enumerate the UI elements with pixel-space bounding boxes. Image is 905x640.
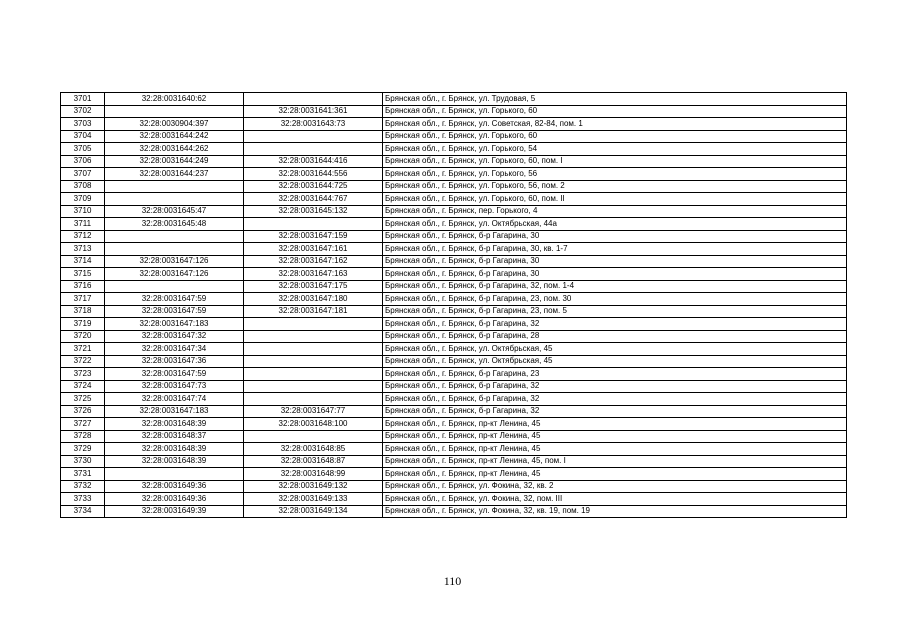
cadastral-number-primary [105,105,244,118]
table-row [61,318,847,331]
cadastral-number-secondary [244,380,383,393]
address-cell: Брянская обл., г. Брянск, пер. Горького, 4 [383,205,847,218]
address-cell: Брянская обл., г. Брянск, пр-кт Ленина, 45 [383,443,847,456]
address-cell: Брянская обл., г. Брянск, пр-кт Ленина, 45 [383,430,847,443]
cadastral-number-secondary [244,93,383,106]
cadastral-number-secondary [244,355,383,368]
cadastral-number-secondary [244,393,383,406]
cadastral-number-primary: 32:28:0031648:37 [105,430,244,443]
table-row [61,280,847,293]
row-number: 3710 [61,205,105,218]
cadastral-number-primary: 32:28:0031644:237 [105,168,244,181]
row-number: 3715 [61,268,105,281]
row-number: 3727 [61,418,105,431]
row-number: 3709 [61,193,105,206]
cadastral-number-secondary: 32:28:0031647:163 [244,268,383,281]
table-row [61,480,847,493]
table-row [61,505,847,518]
address-cell: Брянская обл., г. Брянск, пр-кт Ленина, 45 [383,418,847,431]
row-number: 3705 [61,143,105,156]
cadastral-number-secondary: 32:28:0031647:162 [244,255,383,268]
row-number: 3702 [61,105,105,118]
cadastral-number-primary: 32:28:0031644:249 [105,155,244,168]
row-number: 3718 [61,305,105,318]
cadastral-number-primary: 32:28:0031647:34 [105,343,244,356]
table-row [61,455,847,468]
cadastral-number-primary: 32:28:0031648:39 [105,455,244,468]
address-cell: Брянская обл., г. Брянск, б-р Гагарина, 32 [383,380,847,393]
row-number: 3717 [61,293,105,306]
cadastral-number-secondary [244,430,383,443]
cadastral-number-primary [105,230,244,243]
table-row [61,380,847,393]
table-row [61,230,847,243]
cadastral-number-primary: 32:28:0031647:73 [105,380,244,393]
cadastral-number-primary: 32:28:0031640:62 [105,93,244,106]
row-number: 3733 [61,493,105,506]
row-number: 3731 [61,468,105,481]
cadastral-number-secondary: 32:28:0031644:416 [244,155,383,168]
table-row [61,293,847,306]
cadastral-number-secondary: 32:28:0031645:132 [244,205,383,218]
table-row [61,243,847,256]
cadastral-number-primary: 32:28:0031647:32 [105,330,244,343]
address-cell: Брянская обл., г. Брянск, б-р Гагарина, 30 [383,255,847,268]
table-row [61,355,847,368]
address-cell: Брянская обл., г. Брянск, б-р Гагарина, 28 [383,330,847,343]
cadastral-number-primary: 32:28:0031647:36 [105,355,244,368]
address-cell: Брянская обл., г. Брянск, ул. Советская, 82-84, пом. 1 [383,118,847,131]
table-row [61,493,847,506]
table-row [61,130,847,143]
table-row [61,205,847,218]
address-cell: Брянская обл., г. Брянск, б-р Гагарина, 23, пом. 30 [383,293,847,306]
row-number: 3701 [61,93,105,106]
cadastral-number-primary: 32:28:0031647:59 [105,368,244,381]
registry-table-body [61,93,847,518]
address-cell: Брянская обл., г. Брянск, ул. Горького, 60, пом. I [383,155,847,168]
cadastral-number-secondary: 32:28:0031647:181 [244,305,383,318]
row-number: 3713 [61,243,105,256]
cadastral-number-primary [105,280,244,293]
address-cell: Брянская обл., г. Брянск, б-р Гагарина, 30, кв. 1-7 [383,243,847,256]
address-cell: Брянская обл., г. Брянск, ул. Фокина, 32, кв. 19, пом. 19 [383,505,847,518]
cadastral-number-secondary: 32:28:0031649:132 [244,480,383,493]
table-row [61,193,847,206]
table-row [61,368,847,381]
cadastral-number-secondary: 32:28:0031649:134 [244,505,383,518]
cadastral-number-secondary [244,218,383,231]
cadastral-number-primary: 32:28:0031647:183 [105,405,244,418]
cadastral-number-primary: 32:28:0031644:242 [105,130,244,143]
table-row [61,255,847,268]
registry-table [60,92,847,518]
table-row [61,468,847,481]
address-cell: Брянская обл., г. Брянск, ул. Фокина, 32, пом. III [383,493,847,506]
address-cell: Брянская обл., г. Брянск, б-р Гагарина, 32 [383,318,847,331]
row-number: 3720 [61,330,105,343]
cadastral-number-secondary: 32:28:0031647:180 [244,293,383,306]
cadastral-number-primary: 32:28:0031647:183 [105,318,244,331]
row-number: 3724 [61,380,105,393]
cadastral-number-primary [105,193,244,206]
row-number: 3708 [61,180,105,193]
cadastral-number-secondary: 32:28:0031644:556 [244,168,383,181]
cadastral-number-secondary: 32:28:0031643:73 [244,118,383,131]
address-cell: Брянская обл., г. Брянск, ул. Горького, 56 [383,168,847,181]
row-number: 3730 [61,455,105,468]
row-number: 3711 [61,218,105,231]
table-row [61,143,847,156]
cadastral-number-secondary: 32:28:0031647:159 [244,230,383,243]
address-cell: Брянская обл., г. Брянск, ул. Октябрьская, 45 [383,343,847,356]
cadastral-number-secondary: 32:28:0031644:725 [244,180,383,193]
table-row [61,118,847,131]
row-number: 3719 [61,318,105,331]
cadastral-number-secondary: 32:28:0031648:100 [244,418,383,431]
cadastral-number-secondary: 32:28:0031647:77 [244,405,383,418]
table-row [61,418,847,431]
cadastral-number-secondary [244,130,383,143]
cadastral-number-primary: 32:28:0031647:74 [105,393,244,406]
table-row [61,168,847,181]
row-number: 3723 [61,368,105,381]
table-row [61,105,847,118]
table-row [61,180,847,193]
cadastral-number-primary: 32:28:0031644:262 [105,143,244,156]
address-cell: Брянская обл., г. Брянск, б-р Гагарина, 23, пом. 5 [383,305,847,318]
table-row [61,430,847,443]
row-number: 3729 [61,443,105,456]
cadastral-number-primary [105,180,244,193]
address-cell: Брянская обл., г. Брянск, б-р Гагарина, 30 [383,230,847,243]
row-number: 3703 [61,118,105,131]
table-row [61,393,847,406]
table-row [61,218,847,231]
row-number: 3728 [61,430,105,443]
cadastral-number-primary: 32:28:0031648:39 [105,443,244,456]
address-cell: Брянская обл., г. Брянск, б-р Гагарина, 32 [383,405,847,418]
cadastral-number-secondary: 32:28:0031648:99 [244,468,383,481]
cadastral-number-secondary: 32:28:0031647:161 [244,243,383,256]
cadastral-number-primary: 32:28:0031645:48 [105,218,244,231]
cadastral-number-secondary: 32:28:0031648:87 [244,455,383,468]
address-cell: Брянская обл., г. Брянск, ул. Горького, 60 [383,105,847,118]
row-number: 3722 [61,355,105,368]
cadastral-number-primary: 32:28:0031649:39 [105,505,244,518]
address-cell: Брянская обл., г. Брянск, б-р Гагарина, 30 [383,268,847,281]
cadastral-number-secondary [244,318,383,331]
row-number: 3712 [61,230,105,243]
cadastral-number-secondary [244,343,383,356]
cadastral-number-primary [105,468,244,481]
address-cell: Брянская обл., г. Брянск, ул. Октябрьская, 44а [383,218,847,231]
cadastral-number-secondary [244,143,383,156]
table-row [61,268,847,281]
row-number: 3734 [61,505,105,518]
cadastral-number-primary: 32:28:0031649:36 [105,480,244,493]
address-cell: Брянская обл., г. Брянск, ул. Трудовая, 5 [383,93,847,106]
address-cell: Брянская обл., г. Брянск, ул. Горького, 54 [383,143,847,156]
table-row [61,93,847,106]
address-cell: Брянская обл., г. Брянск, пр-кт Ленина, 45, пом. I [383,455,847,468]
row-number: 3714 [61,255,105,268]
address-cell: Брянская обл., г. Брянск, пр-кт Ленина, 45 [383,468,847,481]
row-number: 3721 [61,343,105,356]
cadastral-number-secondary [244,368,383,381]
cadastral-number-primary: 32:28:0031648:39 [105,418,244,431]
row-number: 3725 [61,393,105,406]
cadastral-number-secondary: 32:28:0031649:133 [244,493,383,506]
address-cell: Брянская обл., г. Брянск, ул. Фокина, 32, кв. 2 [383,480,847,493]
cadastral-number-primary: 32:28:0031647:59 [105,305,244,318]
row-number: 3706 [61,155,105,168]
cadastral-number-secondary: 32:28:0031647:175 [244,280,383,293]
cadastral-number-secondary: 32:28:0031648:85 [244,443,383,456]
cadastral-number-primary: 32:28:0031649:36 [105,493,244,506]
row-number: 3707 [61,168,105,181]
table-row [61,343,847,356]
table-row [61,155,847,168]
cadastral-number-secondary: 32:28:0031641:361 [244,105,383,118]
cadastral-number-secondary [244,330,383,343]
cadastral-number-primary: 32:28:0031645:47 [105,205,244,218]
cadastral-number-secondary: 32:28:0031644:767 [244,193,383,206]
table-row [61,305,847,318]
row-number: 3726 [61,405,105,418]
address-cell: Брянская обл., г. Брянск, ул. Горького, 60, пом. II [383,193,847,206]
table-row [61,405,847,418]
address-cell: Брянская обл., г. Брянск, б-р Гагарина, 23 [383,368,847,381]
address-cell: Брянская обл., г. Брянск, ул. Горького, 56, пом. 2 [383,180,847,193]
address-cell: Брянская обл., г. Брянск, ул. Горького, 60 [383,130,847,143]
table-row [61,443,847,456]
address-cell: Брянская обл., г. Брянск, б-р Гагарина, 32 [383,393,847,406]
cadastral-number-primary: 32:28:0031647:126 [105,268,244,281]
row-number: 3732 [61,480,105,493]
page-number: 110 [443,574,462,588]
cadastral-number-primary: 32:28:0030904:397 [105,118,244,131]
cadastral-number-primary [105,243,244,256]
table-row [61,330,847,343]
row-number: 3716 [61,280,105,293]
address-cell: Брянская обл., г. Брянск, б-р Гагарина, 32, пом. 1-4 [383,280,847,293]
cadastral-number-primary: 32:28:0031647:59 [105,293,244,306]
address-cell: Брянская обл., г. Брянск, ул. Октябрьская, 45 [383,355,847,368]
row-number: 3704 [61,130,105,143]
cadastral-number-primary: 32:28:0031647:126 [105,255,244,268]
